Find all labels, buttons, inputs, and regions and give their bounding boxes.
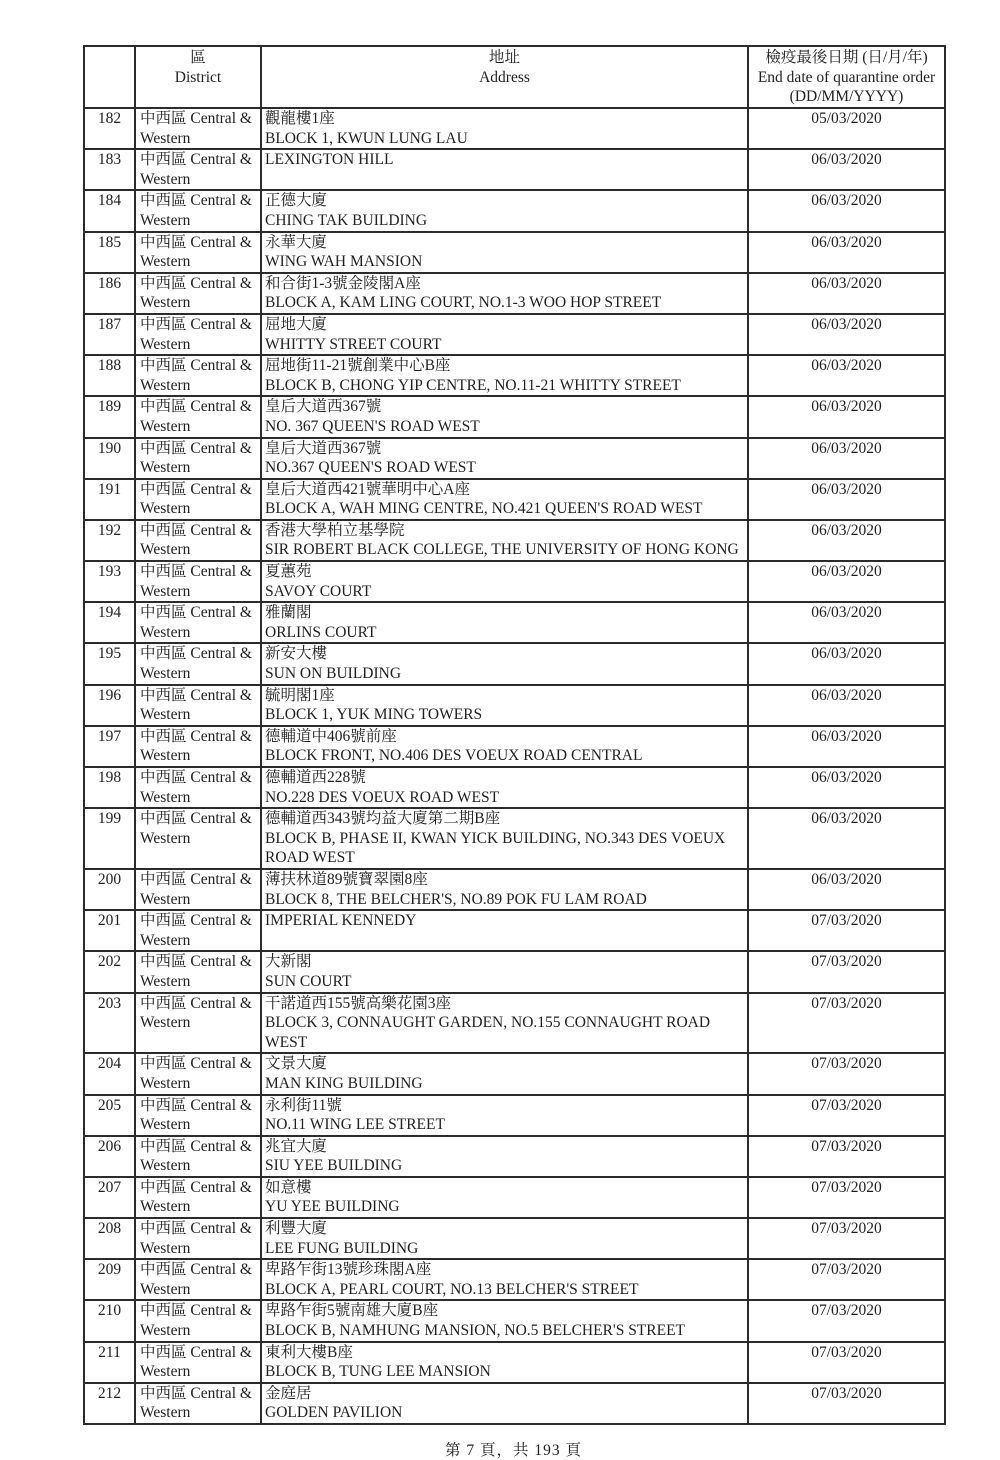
table-body [84,108,945,1424]
district-cell: 中西區 Central & Western [135,190,261,231]
table-row [84,1095,945,1136]
address-line-1: 皇后大道西367號 [265,398,382,416]
quarantine-end-date: 07/03/2020 [748,1383,945,1424]
table-row [84,149,945,190]
quarantine-end-date: 06/03/2020 [748,355,945,396]
quarantine-end-date: 05/03/2020 [748,108,945,149]
row-number: 196 [84,685,135,726]
district-cell: 中西區 Central & Western [135,1218,261,1259]
address-line-2: NO.367 QUEEN'S ROAD WEST [265,459,476,477]
row-number: 202 [84,951,135,992]
district-cell: 中西區 Central & Western [135,561,261,602]
district-cell: 中西區 Central & Western [135,993,261,1054]
address-line-2: BLOCK A, WAH MING CENTRE, NO.421 QUEEN'S ROAD WEST [265,500,703,518]
row-number: 194 [84,602,135,643]
address-line-2: ORLINS COURT [265,623,377,641]
address-line-2: SIR ROBERT BLACK COLLEGE, THE UNIVERSITY OF HONG KONG [265,541,739,559]
row-number: 208 [84,1218,135,1259]
address-line-1: LEXINGTON HILL [265,151,394,169]
quarantine-end-date: 06/03/2020 [748,643,945,684]
district-cell: 中西區 Central & Western [135,1300,261,1341]
address-cell [261,1095,748,1136]
address-line-2: BLOCK B, CHONG YIP CENTRE, NO.11-21 WHITTY STREET [265,376,681,394]
district-cell: 中西區 Central & Western [135,1053,261,1094]
quarantine-end-date: 06/03/2020 [748,602,945,643]
header-district-column [135,46,261,108]
header-date-zh: 檢疫最後日期 (日/月/年) [765,49,928,66]
address-line-1: 夏蕙苑 [265,563,312,581]
row-number: 193 [84,561,135,602]
address-cell [261,1053,748,1094]
row-number: 207 [84,1177,135,1218]
quarantine-end-date: 06/03/2020 [748,520,945,561]
district-cell: 中西區 Central & Western [135,1259,261,1300]
table-row [84,479,945,520]
address-line-1: 屈地大廈 [265,315,328,333]
quarantine-end-date: 07/03/2020 [748,951,945,992]
address-line-1: 屈地街11-21號創業中心B座 [265,357,451,375]
row-number: 190 [84,438,135,479]
quarantine-end-date: 07/03/2020 [748,1136,945,1177]
table-row [84,108,945,149]
address-line-1: 利豐大廈 [265,1220,328,1238]
header-address-column [261,46,748,108]
district-cell: 中西區 Central & Western [135,910,261,951]
address-line-2: BLOCK B, TUNG LEE MANSION [265,1363,491,1381]
address-cell [261,869,748,910]
address-cell [261,602,748,643]
row-number: 201 [84,910,135,951]
table-row [84,726,945,767]
row-number: 203 [84,993,135,1054]
quarantine-end-date: 06/03/2020 [748,767,945,808]
row-number: 211 [84,1342,135,1383]
table-row [84,1300,945,1341]
address-line-2: BLOCK 1, YUK MING TOWERS [265,706,483,724]
address-line-2: NO.228 DES VOEUX ROAD WEST [265,788,500,806]
header-date-en: End date of quarantine order [757,68,936,86]
table-row [84,520,945,561]
quarantine-end-date: 07/03/2020 [748,1053,945,1094]
address-cell [261,1136,748,1177]
header-date-column [748,46,945,108]
address-cell [261,1259,748,1300]
address-line-2: NO. 367 QUEEN'S ROAD WEST [265,417,480,435]
address-line-1: 香港大學柏立基學院 [265,521,405,539]
quarantine-end-date: 06/03/2020 [748,561,945,602]
table-row [84,910,945,951]
district-cell: 中西區 Central & Western [135,808,261,869]
address-cell [261,726,748,767]
row-number: 182 [84,108,135,149]
district-cell: 中西區 Central & Western [135,479,261,520]
address-line-1: 金庭居 [265,1384,312,1402]
district-cell: 中西區 Central & Western [135,643,261,684]
address-cell [261,1300,748,1341]
address-line-1: 永華大廈 [265,233,328,251]
table-row [84,561,945,602]
address-cell [261,767,748,808]
row-number: 187 [84,314,135,355]
address-cell [261,685,748,726]
row-number: 186 [84,273,135,314]
table-row [84,1136,945,1177]
quarantine-end-date: 07/03/2020 [748,993,945,1054]
address-line-1: 皇后大道西367號 [265,439,382,457]
address-line-2: BLOCK A, KAM LING COURT, NO.1-3 WOO HOP STREET [265,294,662,312]
district-cell: 中西區 Central & Western [135,1342,261,1383]
district-cell: 中西區 Central & Western [135,355,261,396]
address-line-1: 文景大廈 [265,1055,328,1073]
header-number-column [84,46,135,108]
address-cell [261,910,748,951]
address-cell [261,314,748,355]
address-cell [261,1218,748,1259]
address-line-2: SUN COURT [265,972,352,990]
address-line-1: 卑路乍街5號南雄大廈B座 [265,1302,439,1320]
district-cell: 中西區 Central & Western [135,314,261,355]
address-cell [261,232,748,273]
table-row [84,1342,945,1383]
table-row [84,808,945,869]
address-line-2: SIU YEE BUILDING [265,1157,403,1175]
table-row [84,232,945,273]
address-cell [261,479,748,520]
page-number-footer: 第 7 頁，共 193 頁 [444,1442,582,1459]
address-cell [261,643,748,684]
address-cell [261,1342,748,1383]
quarantine-end-date: 06/03/2020 [748,149,945,190]
district-cell: 中西區 Central & Western [135,520,261,561]
address-line-2: MAN KING BUILDING [265,1074,423,1092]
quarantine-end-date: 06/03/2020 [748,190,945,231]
header-district-zh: 區 [190,49,206,66]
header-address-en: Address [479,68,530,86]
address-cell [261,190,748,231]
table-row [84,438,945,479]
quarantine-end-date: 06/03/2020 [748,869,945,910]
header-district-en: District [174,68,222,86]
address-line-2: YU YEE BUILDING [265,1198,400,1216]
address-line-2: NO.11 WING LEE STREET [265,1116,445,1134]
address-line-1: 雅蘭閣 [265,604,312,622]
address-cell [261,993,748,1054]
district-cell: 中西區 Central & Western [135,149,261,190]
table-row [84,951,945,992]
quarantine-end-date: 06/03/2020 [748,396,945,437]
district-cell: 中西區 Central & Western [135,869,261,910]
row-number: 209 [84,1259,135,1300]
row-number: 188 [84,355,135,396]
quarantine-end-date: 06/03/2020 [748,808,945,869]
table-row [84,1383,945,1424]
district-cell: 中西區 Central & Western [135,1095,261,1136]
address-line-1: 大新閣 [265,953,312,971]
district-cell: 中西區 Central & Western [135,602,261,643]
address-cell [261,108,748,149]
quarantine-end-date: 07/03/2020 [748,1300,945,1341]
address-cell [261,1177,748,1218]
address-line-1: 皇后大道西421號華明中心A座 [265,480,470,498]
row-number: 199 [84,808,135,869]
quarantine-buildings-table [83,45,946,1425]
table-row [84,1053,945,1094]
address-line-2: LEE FUNG BUILDING [265,1239,419,1257]
address-cell [261,396,748,437]
quarantine-end-date: 07/03/2020 [748,910,945,951]
address-cell [261,951,748,992]
district-cell: 中西區 Central & Western [135,232,261,273]
address-line-2: SAVOY COURT [265,582,372,600]
address-cell [261,149,748,190]
table-row [84,869,945,910]
address-line-2: BLOCK 3, CONNAUGHT GARDEN, NO.155 CONNAUGHT ROAD WEST [265,1014,711,1051]
district-cell: 中西區 Central & Western [135,1136,261,1177]
quarantine-end-date: 06/03/2020 [748,479,945,520]
header-row [84,46,945,108]
address-line-2: SUN ON BUILDING [265,665,402,683]
address-line-2: BLOCK 1, KWUN LUNG LAU [265,129,468,147]
address-line-1: 東利大樓B座 [265,1343,353,1361]
quarantine-end-date: 06/03/2020 [748,314,945,355]
table-row [84,355,945,396]
address-line-2: WING WAH MANSION [265,253,423,271]
row-number: 191 [84,479,135,520]
address-line-1: 德輔道西343號均益大廈第二期B座 [265,810,501,828]
district-cell: 中西區 Central & Western [135,273,261,314]
address-line-1: 卑路乍街13號珍珠閣A座 [265,1261,432,1279]
address-line-1: 新安大樓 [265,645,328,663]
address-line-1: 和合街1-3號金陵閣A座 [265,274,421,292]
district-cell: 中西區 Central & Western [135,767,261,808]
quarantine-end-date: 06/03/2020 [748,438,945,479]
row-number: 184 [84,190,135,231]
quarantine-end-date: 07/03/2020 [748,1259,945,1300]
row-number: 206 [84,1136,135,1177]
table-row [84,767,945,808]
row-number: 200 [84,869,135,910]
table-row [84,314,945,355]
district-cell: 中西區 Central & Western [135,1383,261,1424]
address-line-1: 正德大廈 [265,192,328,210]
row-number: 205 [84,1095,135,1136]
row-number: 183 [84,149,135,190]
quarantine-end-date: 07/03/2020 [748,1177,945,1218]
row-number: 185 [84,232,135,273]
address-line-1: 德輔道西228號 [265,769,366,786]
address-line-1: 德輔道中406號前座 [265,727,397,745]
address-line-1: 觀龍樓1座 [265,110,335,127]
table-row [84,1259,945,1300]
address-line-2: BLOCK FRONT, NO.406 DES VOEUX ROAD CENTRAL [265,747,643,765]
address-cell [261,273,748,314]
address-line-2: BLOCK B, NAMHUNG MANSION, NO.5 BELCHER'S STREET [265,1322,686,1340]
row-number: 212 [84,1383,135,1424]
address-cell [261,520,748,561]
address-line-2: BLOCK A, PEARL COURT, NO.13 BELCHER'S STREET [265,1280,639,1298]
address-line-2 [265,931,744,951]
table-row [84,1218,945,1259]
address-line-2: GOLDEN PAVILION [265,1404,403,1422]
address-line-2: CHING TAK BUILDING [265,211,428,229]
quarantine-end-date: 06/03/2020 [748,273,945,314]
quarantine-end-date: 06/03/2020 [748,232,945,273]
address-cell [261,355,748,396]
row-number: 195 [84,643,135,684]
address-line-2: WHITTY STREET COURT [265,335,442,353]
district-cell: 中西區 Central & Western [135,1177,261,1218]
quarantine-end-date: 06/03/2020 [748,685,945,726]
table-row [84,602,945,643]
table-row [84,643,945,684]
row-number: 197 [84,726,135,767]
quarantine-end-date: 07/03/2020 [748,1095,945,1136]
address-line-2: BLOCK B, PHASE II, KWAN YICK BUILDING, NO.343 DES VOEUX ROAD WEST [265,829,726,867]
table-row [84,190,945,231]
row-number: 198 [84,767,135,808]
address-line-1: 兆宜大廈 [265,1137,328,1155]
address-line-1: 永利街11號 [265,1096,342,1114]
address-cell [261,438,748,479]
quarantine-end-date: 06/03/2020 [748,726,945,767]
address-line-1: 如意樓 [265,1178,312,1196]
table-row [84,993,945,1054]
header-date-format: (DD/MM/YYYY) [789,88,904,106]
table-header [84,46,945,108]
district-cell: 中西區 Central & Western [135,726,261,767]
district-cell: 中西區 Central & Western [135,108,261,149]
table-row [84,396,945,437]
quarantine-end-date: 07/03/2020 [748,1218,945,1259]
row-number: 192 [84,520,135,561]
address-cell [261,1383,748,1424]
row-number: 189 [84,396,135,437]
address-line-2: BLOCK 8, THE BELCHER'S, NO.89 POK FU LAM ROAD [265,890,647,908]
address-line-1: IMPERIAL KENNEDY [265,912,417,930]
district-cell: 中西區 Central & Western [135,951,261,992]
table-row [84,273,945,314]
district-cell: 中西區 Central & Western [135,396,261,437]
quarantine-end-date: 07/03/2020 [748,1342,945,1383]
address-cell [261,561,748,602]
header-address-zh: 地址 [488,49,520,66]
district-cell: 中西區 Central & Western [135,438,261,479]
address-cell [261,808,748,869]
quarantine-list-sheet [83,45,944,1460]
address-line-1: 干諾道西155號高樂花園3座 [265,994,452,1012]
table-row [84,685,945,726]
row-number: 204 [84,1053,135,1094]
address-line-1: 毓明閣1座 [265,686,335,704]
district-cell: 中西區 Central & Western [135,685,261,726]
address-line-1: 薄扶林道89號寶翠園8座 [265,870,428,888]
table-row [84,1177,945,1218]
row-number: 210 [84,1300,135,1341]
address-line-2 [265,170,744,190]
